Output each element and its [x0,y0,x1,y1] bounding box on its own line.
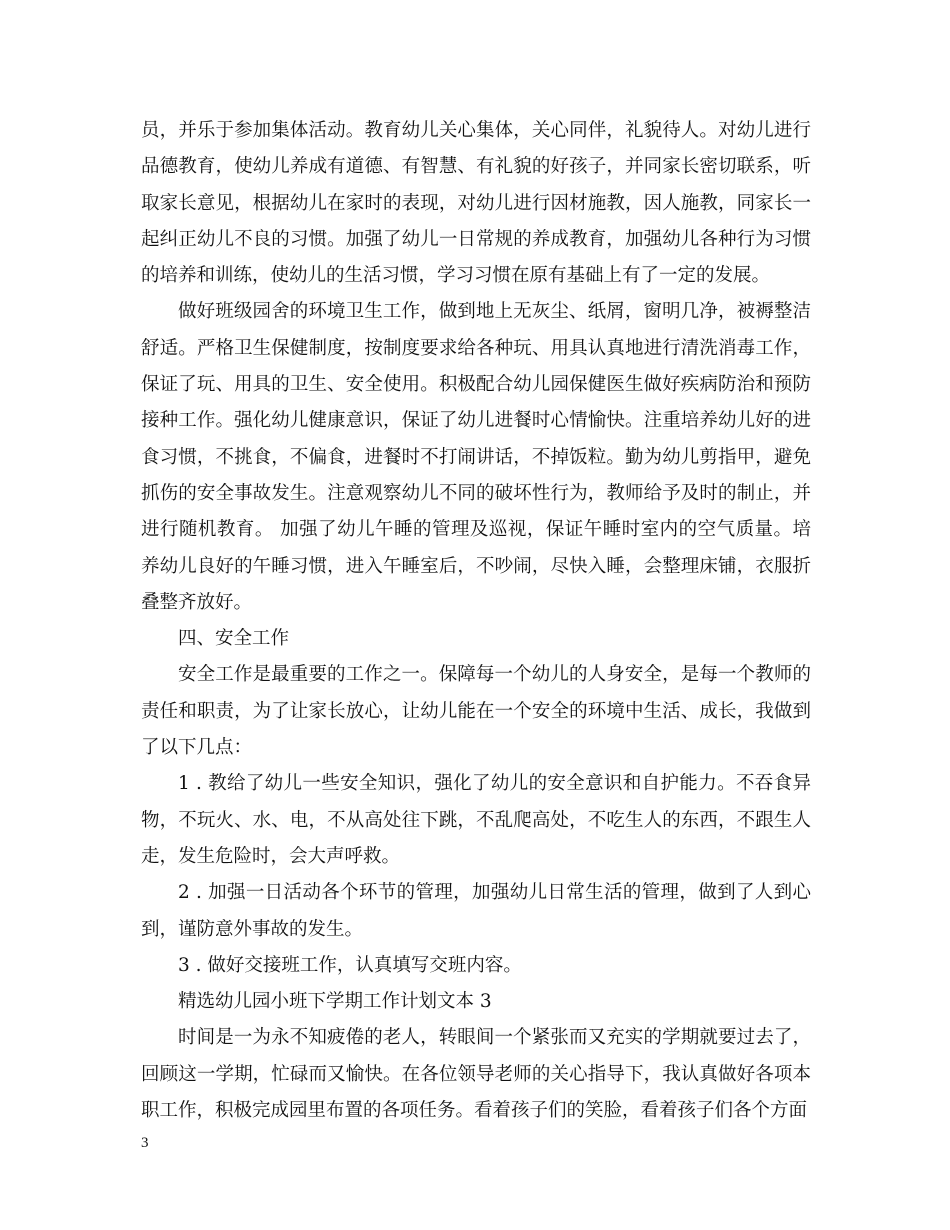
list-item-1: 1 . 教给了幼儿一些安全知识，强化了幼儿的安全意识和自护能力。不吞食异物，不玩火、水、电，不从高处往下跳，不乱爬高处，不吃生人的东西，不跟生人走，发生危险时，会大声呼救。 [141,773,811,867]
list-item-3: 3 . 做好交接班工作，认真填写交班内容。 [178,954,522,976]
document-body [141,113,811,1129]
list-item-2: 2 . 加强一日活动各个环节的管理，加强幼儿日常生活的管理，做到了人到心到，谨防意外事故的发生。 [141,882,811,940]
page-number: 3 [141,1135,149,1151]
paragraph-continuation: 员，并乐于参加集体活动。教育幼儿关心集体，关心同伴，礼貌待人。对幼儿进行品德教育，使幼儿养成有道德、有智慧、有礼貌的好孩子，并同家长密切联系，听取家长意见，根据幼儿在家时的表现，对幼儿进行因材施教，因人施教，同家长一起纠正幼儿不良的习惯。加强了幼儿一日常规的养成教育，加强幼儿各种行为习惯的培养和训练，使幼儿的生活习惯，学习习惯在原有基础上有了一定的发展。 [141,120,811,287]
paragraph-hygiene: 做好班级园舍的环境卫生工作，做到地上无灰尘、纸屑，窗明几净，被褥整洁舒适。严格卫生保健制度，按制度要求给各种玩、用具认真地进行清洗消毒工作，保证了玩、用具的卫生、安全使用。积极配合幼儿园保健医生做好疾病防治和预防接种工作。强化幼儿健康意识，保证了幼儿进餐时心情愉快。注重培养幼儿好的进食习惯，不挑食，不偏食，进餐时不打闹讲话，不掉饭粒。勤为幼儿剪指甲，避免抓伤的安全事故发生。注意观察幼儿不同的破坏性行为，教师给予及时的制止，并进行随机教育。 加强了幼儿午睡的管理及巡视，保证午睡时室内的空气质量。培养幼儿良好的午睡习惯，进入午睡室后，不吵闹，尽快入睡，会整理床铺，衣服折叠整齐放好。 [141,301,811,613]
paragraph-reflection: 时间是一为永不知疲倦的老人，转眼间一个紧张而又充实的学期就要过去了，回顾这一学期，忙碌而又愉快。在各位领导老师的关心指导下，我认真做好各项本职工作，积极完成园里布置的各项任务。看着孩子们的笑脸，看着孩子们各个方面 [141,1027,811,1122]
section-title-text-3: 精选幼儿园小班下学期工作计划文本 3 [178,991,492,1013]
section-heading-safety: 四、安全工作 [178,628,290,650]
paragraph-safety-intro: 安全工作是最重要的工作之一。保障每一个幼儿的人身安全，是每一个教师的责任和职责，为了让家长放心，让幼儿能在一个安全的环境中生活、成长，我做到了以下几点： [141,664,811,759]
